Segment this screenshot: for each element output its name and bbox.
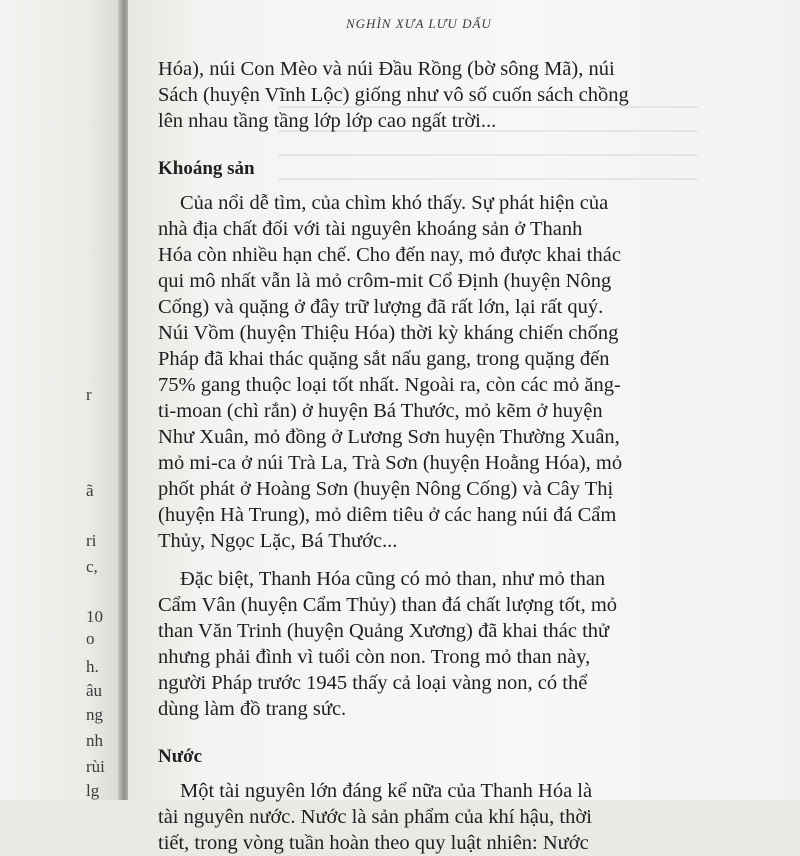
text-line: Sách (huyện Vĩnh Lộc) giống như vô số cuốn sách chồng [158, 84, 629, 106]
left-fragment: nh [86, 731, 103, 750]
left-fragment: 10 [86, 607, 103, 626]
text-line: than Văn Trinh (huyện Quảng Xương) đã khai thác thử [158, 620, 610, 642]
text-line: lên nhau tầng tầng lớp lớp cao ngất trời... [158, 110, 497, 132]
left-fragment: ri [86, 531, 97, 550]
section-heading-water: Nước [158, 746, 203, 767]
text-line: Núi Vồm (huyện Thiệu Hóa) thời kỳ kháng chiến chống [158, 322, 619, 344]
left-fragment: r [86, 385, 92, 404]
left-fragment: ã [86, 481, 94, 500]
text-line: Hóa còn nhiều hạn chế. Cho đến nay, mỏ được khai thác [158, 244, 621, 266]
text-line: nhà địa chất đối với tài nguyên khoáng sản ở Thanh [158, 218, 583, 240]
text-line: ti-moan (chì rắn) ở huyện Bá Thước, mỏ kẽm ở huyện [158, 400, 603, 422]
text-line: Thủy, Ngọc Lặc, Bá Thước... [158, 530, 398, 552]
left-fragment: h. [86, 657, 99, 676]
text-line: dùng làm đồ trang sức. [158, 698, 347, 720]
left-fragment: o [86, 629, 95, 648]
section-heading-minerals: Khoáng sản [158, 158, 255, 179]
text-line: Một tài nguyên lớn đáng kể nữa của Thanh Hóa là [180, 780, 593, 802]
text-line: Cẩm Vân (huyện Cẩm Thủy) than đá chất lượng tốt, mỏ [158, 594, 618, 616]
minerals-paragraph-1 [158, 190, 668, 554]
text-line: Pháp đã khai thác quặng sắt nấu gang, trong quặng đến [158, 348, 610, 370]
left-fragment: rùi [86, 757, 105, 776]
text-line: nhưng phải đình vì tuổi còn non. Trong mỏ than này, [158, 646, 591, 668]
text-line: 75% gang thuộc loại tốt nhất. Ngoài ra, còn các mỏ ăng- [158, 374, 621, 396]
text-line: tiết, trong vòng tuần hoàn theo quy luật nhiên: Nước [158, 832, 589, 854]
text-line: Hóa), núi Con Mèo và núi Đầu Rồng (bờ sông Mã), núi [158, 58, 615, 80]
page-body [158, 56, 668, 856]
text-line: phốt phát ở Hoàng Sơn (huyện Nông Cống) và Cây Thị [158, 478, 614, 500]
text-line: mỏ mi-ca ở núi Trà La, Trà Sơn (huyện Hoằng Hóa), mỏ [158, 452, 623, 474]
left-fragment: c, [86, 557, 98, 576]
left-fragment: ng [86, 705, 103, 724]
text-line: (huyện Hà Trung), mỏ diêm tiêu ở các hang núi đá Cẩm [158, 504, 617, 526]
text-line: người Pháp trước 1945 thấy cả loại vàng non, có thể [158, 672, 588, 694]
left-page [0, 0, 122, 800]
left-fragment: lg [86, 781, 100, 800]
text-line: Như Xuân, mỏ đồng ở Lương Sơn huyện Thường Xuân, [158, 426, 620, 448]
text-line: Của nổi dễ tìm, của chìm khó thấy. Sự phát hiện của [180, 192, 609, 214]
text-line: Cống) và quặng ở đây trữ lượng đã rất lớn, lại rất quý. [158, 296, 604, 318]
text-line: qui mô nhất vẫn là mỏ crôm-mit Cổ Định (huyện Nông [158, 270, 612, 292]
minerals-paragraph-2 [158, 566, 668, 722]
running-head: NGHÌN XƯA LƯU DẤU [346, 16, 492, 31]
right-page [128, 0, 800, 854]
intro-paragraph [158, 56, 668, 134]
text-line: tài nguyên nước. Nước là sản phẩm của khí hậu, thời [158, 806, 592, 828]
left-fragment: âu [86, 681, 103, 700]
text-line: Đặc biệt, Thanh Hóa cũng có mỏ than, như mỏ than [180, 568, 606, 590]
water-paragraph-1 [158, 778, 668, 856]
